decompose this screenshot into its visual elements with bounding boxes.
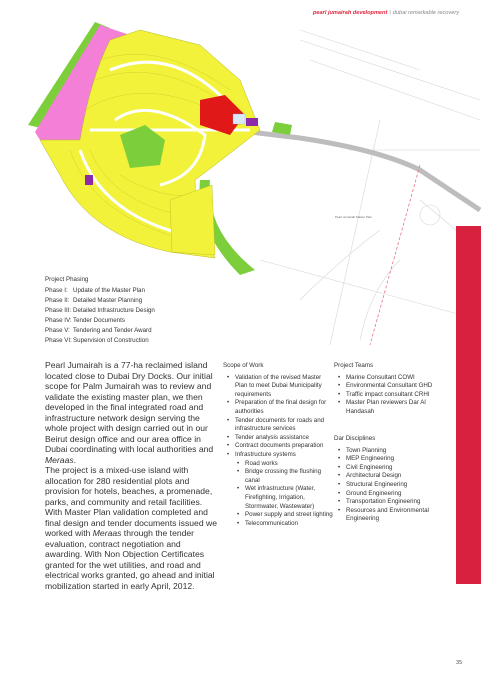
phase-row (45, 306, 155, 316)
teams-list (334, 374, 452, 417)
list-item: • Tender analysis assistance (223, 434, 333, 443)
list-item: • Telecommunication (223, 520, 333, 529)
phase-number: Phase III: (45, 307, 72, 314)
phase-row (45, 326, 155, 336)
list-item: • MEP Engineering (334, 455, 452, 464)
disciplines-list (334, 447, 452, 524)
list-item: • Power supply and street lighting (223, 511, 333, 520)
marina-block (233, 114, 245, 124)
list-item: • Town Planning (334, 447, 452, 456)
list-item: • Traffic impact consultant CRHI (334, 391, 452, 400)
list-item: • Architectural Design (334, 472, 452, 481)
phase-number: Phase IV: (45, 317, 72, 324)
phase-row (45, 286, 155, 296)
map-caption: Pearl Jumairah Master Plan (335, 215, 373, 219)
list-item: • Contract documents preparation (223, 442, 333, 451)
intro-p1-end: . (73, 454, 77, 465)
intro-text (45, 360, 217, 591)
list-item: • Resources and Environmental Engineering (334, 507, 452, 524)
disciplines-title: Dar Disciplines (334, 435, 376, 442)
dar-disciplines (334, 435, 452, 524)
list-item: • Environmental Consultant GHD (334, 382, 452, 391)
intro-paragraph-2 (45, 465, 217, 591)
list-item: • Transportation Engineering (334, 498, 452, 507)
list-item: • Infrastructure systems (223, 451, 333, 460)
page-number: 35 (456, 660, 463, 666)
scope-list (223, 374, 333, 460)
phase-row (45, 316, 155, 326)
list-item: • Master Plan reviewers Dar Al Handasah (334, 399, 452, 416)
intro-p1-text: Pearl Jumairah is a 77-ha reclaimed island located close to Dubai Dry Docks. Our initial scope for Palm Jumairah was to review and validate the existing master plan, we then developed in the final integrated road and infrastructure network design serving the whole project with design carried out in our Beirut design office and our area office in Dubai coordinating with local authorities and (45, 360, 214, 454)
list-item: • Structural Engineering (334, 481, 452, 490)
list-item: • Marine Consultant COWI (334, 374, 452, 383)
phase-number: Phase V: (45, 327, 70, 334)
project-teams (334, 362, 452, 417)
list-item: • Validation of the revised Master Plan to meet Dubai Municipality requirements (223, 374, 333, 400)
list-item: • Civil Engineering (334, 464, 452, 473)
phase-number: Phase I: (45, 287, 68, 294)
list-item: • Ground Engineering (334, 490, 452, 499)
list-item: • Tender documents for roads and infrastructure services (223, 417, 333, 434)
intro-p1-italic: Meraas (45, 454, 74, 465)
red-boundary-line (370, 165, 420, 345)
intro-p2-text: The project is a mixed-use island with allocation for 280 residential plots and provision for hotels, beaches, a promenade, parks, and community and retail facilities. With Master Plan validation completed and final design and tender documents issued we worked with (45, 465, 217, 538)
header-separator: | (389, 10, 391, 16)
phase-number: Phase II: (45, 297, 70, 304)
phase-label: Tender Documents (73, 317, 125, 324)
teams-title: Project Teams (334, 362, 374, 369)
scope-sublist (223, 460, 333, 529)
scope-of-work (223, 362, 333, 528)
list-item: • Bridge crossing the flushing canal (223, 468, 333, 485)
header-brand: pearl jumairah development (313, 10, 388, 16)
phase-label: Supervision of Construction (73, 337, 149, 344)
access-road (250, 132, 480, 210)
scope-title: Scope of Work (223, 362, 264, 369)
phasing-title: Project Phasing (45, 276, 89, 283)
phase-label: Detailed Master Planning (73, 297, 143, 304)
header-tagline: dubai remarkable recovery (392, 10, 459, 16)
intro-paragraph-1 (45, 360, 217, 465)
list-item: • Wet infrastructure (Water, Firefighting, Irrigation, Stormwater, Wastewater) (223, 485, 333, 511)
list-item: • Road works (223, 460, 333, 469)
accent-side-bar (456, 226, 481, 584)
phase-number: Phase VI: (45, 337, 72, 344)
list-item: • Preparation of the final design for authorities (223, 399, 333, 416)
purple-plot-west (85, 175, 93, 185)
phase-label: Tendering and Tender Award (73, 327, 152, 334)
phase-row (45, 336, 155, 346)
phase-label: Detailed Infrastructure Design (73, 307, 155, 314)
phase-row (45, 296, 155, 306)
intro-p2-end: through the tender evaluation, contract negotiation and awarding. With Non Objection Certificates granted for the wet utilities, and road and electrical works granted, go ahead and initial mobilization started in early April, 2012. (45, 528, 215, 591)
project-phasing (45, 275, 155, 346)
purple-plot-east (246, 118, 258, 126)
phase-label: Update of the Master Plan (73, 287, 145, 294)
intro-p2-italic: Meraas (92, 528, 122, 538)
